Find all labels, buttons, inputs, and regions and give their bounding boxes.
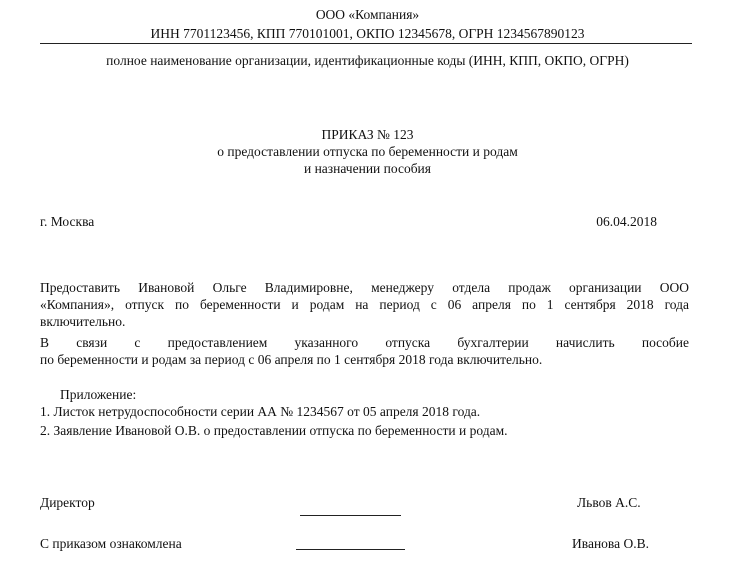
acquainted-name: Иванова О.В. — [572, 536, 649, 551]
order-title: ПРИКАЗ № 123 — [321, 127, 414, 142]
body-p1-line3: включительно. — [40, 314, 126, 329]
order-subtitle-2: и назначении пособия — [303, 161, 431, 176]
body-p2-line2: по беременности и родам за период с 06 апреля по 1 сентября 2018 года включительно. — [40, 352, 543, 367]
acquainted-signature-line — [296, 549, 405, 550]
order-date: 06.04.2018 — [596, 214, 657, 229]
body-p2-line1: В связи с предоставлением указанного отпуска бухгалтерии начислить пособие — [40, 335, 689, 350]
order-subtitle-1: о предоставлении отпуска по беременности и родам — [217, 144, 518, 159]
header-divider — [40, 43, 692, 44]
body-p1-line1: Предоставить Ивановой Ольге Владимировне, менеджеру отдела продаж организации ООО — [40, 280, 689, 295]
body-p1-line2: «Компания», отпуск по беременности и родам на период с 06 апреля по 1 сентября 2018 года — [40, 297, 689, 312]
org-codes: ИНН 7701123456, КПП 770101001, ОКПО 12345678, ОГРН 1234567890123 — [150, 26, 585, 41]
director-name: Львов А.С. — [577, 495, 641, 510]
appendix-title: Приложение: — [60, 387, 137, 402]
acquainted-label: С приказом ознакомлена — [40, 536, 182, 551]
org-name: ООО «Компания» — [315, 7, 420, 22]
director-signature-line — [300, 515, 401, 516]
appendix-item-2: 2. Заявление Ивановой О.В. о предоставлении отпуска по беременности и родам. — [40, 423, 508, 438]
appendix-item-1: 1. Листок нетрудоспособности серии АА № 1234567 от 05 апреля 2018 года. — [40, 404, 481, 419]
order-city: г. Москва — [40, 214, 95, 229]
director-label: Директор — [40, 495, 95, 510]
org-caption: полное наименование организации, идентификационные коды (ИНН, КПП, ОКПО, ОГРН) — [106, 53, 629, 68]
